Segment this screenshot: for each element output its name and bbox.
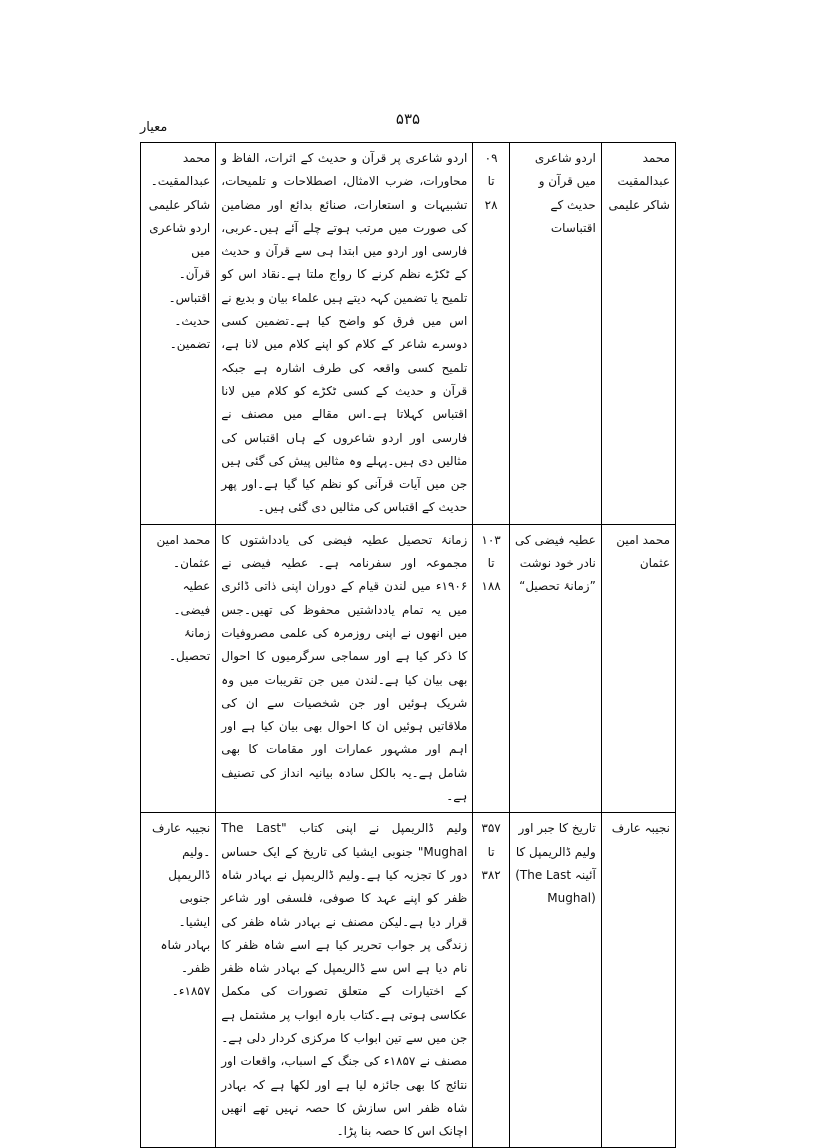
page-separator: تا [487,556,495,571]
author-cell: محمد عبدالمقیت شاکر علیمی [601,143,675,525]
keyword: عطیہ فیضی۔ [173,579,211,617]
title-cell: عطیہ فیضی کی نادر خود نوشت ”زمانۂ تحصیل“ [509,524,601,813]
keyword: ۔ولیم ڈالریمپل [168,844,211,882]
page-number: ۵۳۵ [395,110,421,128]
keyword: بہادر شاہ ظفر۔ [160,937,211,976]
keyword: محمد امین عثمان۔ [156,532,211,571]
keywords-cell [141,813,216,1148]
running-head: معیار [140,120,168,135]
page-to: ۲۸ [484,197,498,212]
keyword: تضمین۔ [169,337,211,352]
page-separator: تا [487,844,495,859]
abstract-cell: ولیم ڈالریمپل نے اپنی کتاب "The Last Mughal" جنوبی ایشیا کی تاریخ کے ایک حساس دور کا تجزیہ کیا ہے۔ولیم ڈالریمپل نے بہادر شاہ ظفر کو اپنے عہد کا صوفی، فلسفی اور شاعر قرار دیا ہے۔لیکن مصنف نے بہادر شاہ ظفر کی زندگی پر جواب تحریر کیا ہے اسے شاہ ظفر کا نام دیا ہے اس سے ڈالریمپل کے بہادر شاہ ظفر کے اختیارات کے متعلق تصورات کی مکمل عکاسی ہوتی ہے۔کتاب بارہ ابواب پر مشتمل ہے جن میں سے تین ابواب کا مرکزی کردار دلی ہے۔مصنف نے ۱۸۵۷ء کی جنگ کے اسباب، واقعات اور نتائج کا بھی جائزہ لیا ہے اور لکھا ہے کہ بہادر شاہ ظفر اس سازش کا حصہ نہیں تھے انھیں اچانک اس کا حصہ بنا پڑا۔ [216,813,473,1148]
abstract-cell: اردو شاعری پر قرآن و حدیث کے اثرات، الفاظ و محاورات، ضرب الامثال، اصطلاحات و تلمیحات، تشبیہات و استعارات، صنائع بدائع اور مضامین کی صورت میں مرتب ہوتے چلے آئے ہیں۔عربی، فارسی اور اردو میں ابتدا ہی سے قرآن و حدیث کے ٹکڑے نظم کرنے کا رواج ملتا ہے۔نقاد اس کو تلمیح یا تضمین کہہ دیتے ہیں علماء بیان و بدیع نے اس میں فرق کو واضح کیا ہے۔تضمین کسی دوسرے شاعر کے کلام کو اپنے کلام میں لانا ہے، تلمیح کسی واقعہ کی طرف اشارہ ہے جبکہ قرآن و حدیث کے کسی ٹکڑے کو کلام میں لانا اقتباس کہلاتا ہے۔اس مقالے میں مصنف نے فارسی اور اردو شاعروں کے ہاں اقتباس کی مثالیں دی ہیں۔پہلے وہ مثالیں پیش کی گئی ہیں جن میں آیات قرآنی کو نظم کیا گیا ہے۔اور پھر حدیث کے اقتباس کی مثالیں دی گئی ہیں۔ [216,143,473,525]
table-row [141,524,676,813]
title-text: تاریخ کا جبر اور ولیم ڈالریمپل کا آئینہ [515,821,596,882]
table-row [141,813,676,1148]
author-cell: محمد امین عثمان [601,524,675,813]
pages-cell [473,524,510,813]
pages-cell [473,813,510,1148]
keyword: اقتباس۔ [168,290,211,305]
keyword: شاکر علیمی [148,197,211,212]
article-index-table [140,142,676,1148]
keyword: ۱۸۵۷ء۔ [171,984,211,999]
keyword: قرآن۔ [178,267,211,282]
page-from: ۰۹ [484,151,498,165]
page-to: ۳۸۲ [481,867,501,882]
author-cell: نجیبہ عارف [601,813,675,1148]
title-cell: اردو شاعری میں قرآن و حدیث کے اقتباسات [509,143,601,525]
keyword: اردو شاعری میں [149,220,211,259]
keyword: نجیبہ عارف [152,821,211,836]
table-row [141,143,676,525]
page-from: ۱۰۳ [481,532,501,547]
keywords-cell [141,143,216,525]
title-cell [509,813,601,1148]
keywords-cell [141,524,216,813]
page-separator: تا [487,174,495,189]
keyword: زمانۂ تحصیل۔ [169,625,211,664]
keyword: محمد عبدالمقیت۔ [150,151,211,189]
abstract-cell: زمانۂ تحصیل عطیہ فیضی کی یادداشتوں کا مجموعہ اور سفرنامہ ہے۔ عطیہ فیضی نے ۱۹۰۶ء میں لندن قیام کے دوران اپنی ذاتی ڈائری میں یہ تمام یادداشتیں محفوظ کی تھیں۔جس میں انھوں نے اپنی روزمرہ کی علمی مصروفیات کا ذکر کیا ہے اور سماجی سرگرمیوں کا احوال بھی بیان کیا ہے۔لندن میں جن تقریبات میں وہ شریک ہوئیں اور جن شخصیات سے ان کی ملاقاتیں ہوئیں ان کا احوال بھی بیان کیا ہے اور اہم اور مشہور عمارات اور مقامات کا بھی شامل ہے۔یہ بالکل سادہ بیانیہ انداز کی تصنیف ہے۔ [216,524,473,813]
pages-cell [473,143,510,525]
page-to: ۱۸۸ [481,579,501,594]
keyword: جنوبی ایشیا۔ [178,891,211,929]
keyword: حدیث۔ [174,314,211,329]
page-from: ۳۵۷ [481,821,501,836]
title-latin: (The Last Mughal) [515,867,596,906]
